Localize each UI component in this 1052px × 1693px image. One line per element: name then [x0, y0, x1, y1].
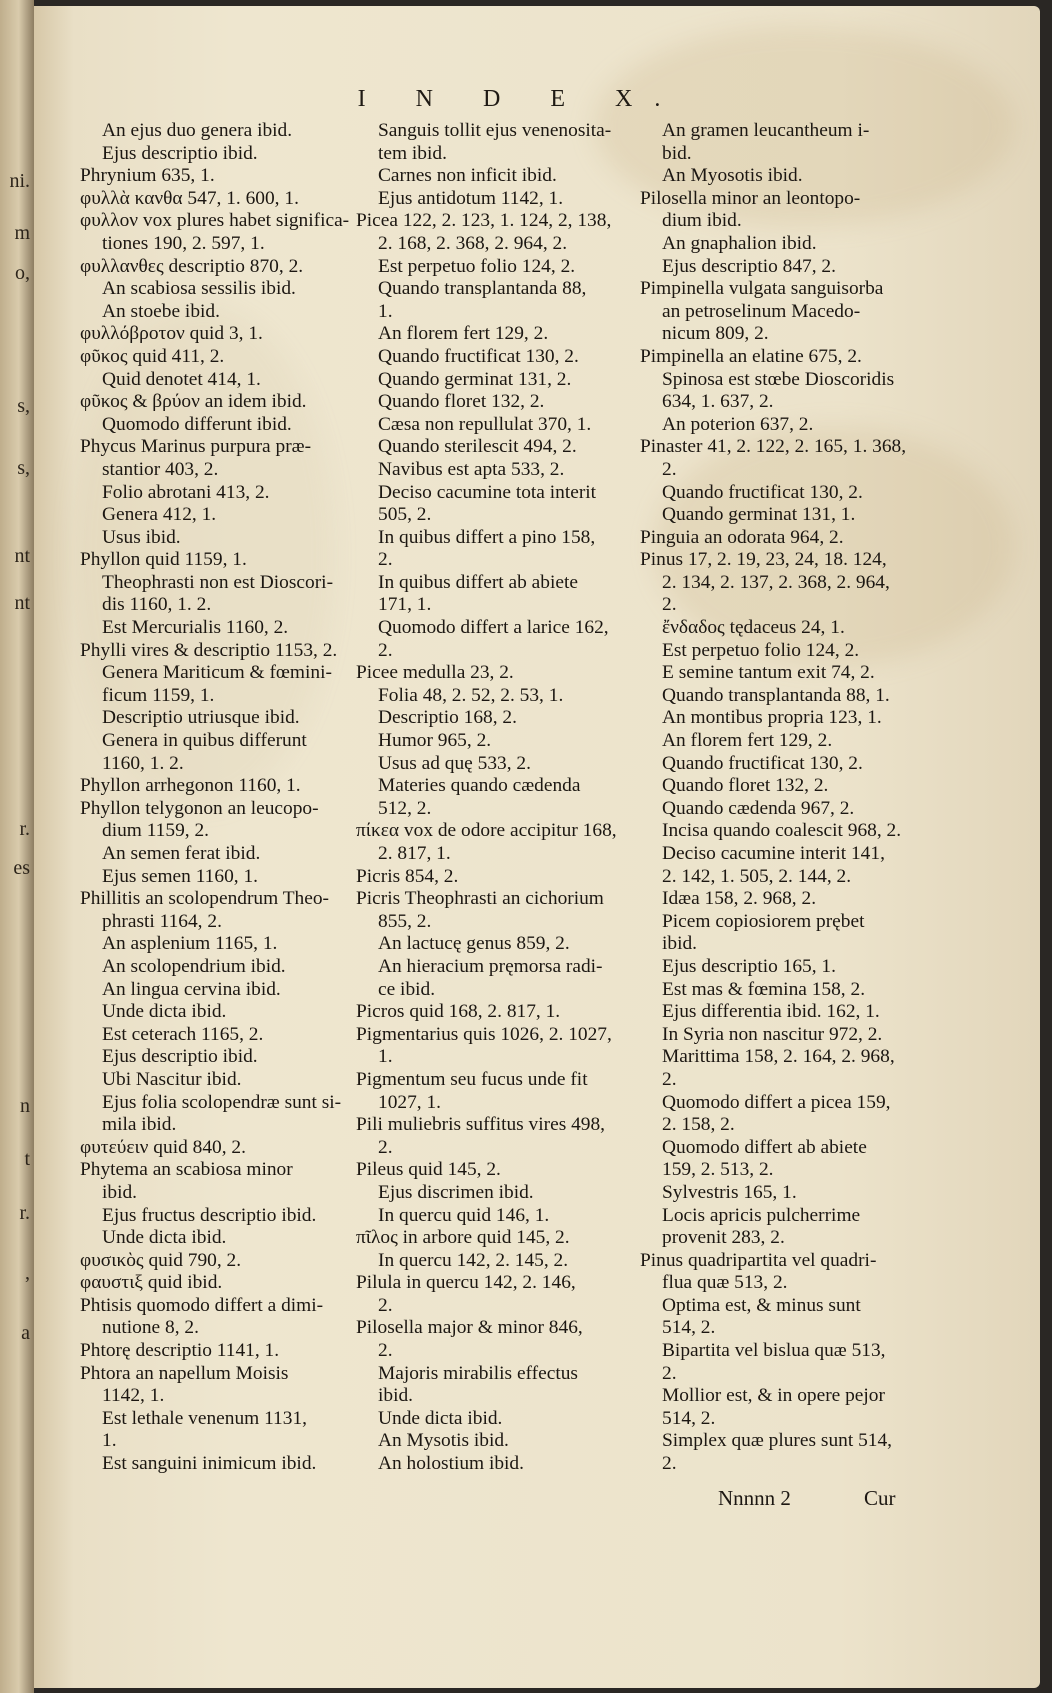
index-entry: Pileus quid 145, 2.	[356, 1159, 501, 1181]
index-entry: Pilosella minor an leontopo-	[640, 187, 861, 209]
facing-page-fragment: nt	[14, 545, 30, 567]
index-entry: φῦκος quid 411, 2.	[80, 345, 225, 367]
index-entry: An gnaphalion ibid.	[662, 232, 817, 254]
index-entry: Picros quid 168, 2. 817, 1.	[356, 1001, 561, 1023]
index-entry: phrasti 1164, 2.	[102, 910, 222, 932]
index-entry: Est sanguini inimicum ibid.	[102, 1453, 317, 1475]
index-entry: Phyllon arrhegonon 1160, 1.	[80, 775, 301, 797]
index-column-2	[356, 120, 628, 1476]
index-entry: flua quæ 513, 2.	[662, 1272, 788, 1294]
catchword: Cur	[864, 1486, 896, 1510]
index-entry: Phtisis quomodo differt a dimi-	[80, 1294, 324, 1316]
index-entry: Genera 412, 1.	[102, 504, 217, 526]
index-entry: Pimpinella an elatine 675, 2.	[640, 345, 862, 367]
index-entry: Quando germinat 131, 1.	[662, 504, 856, 526]
index-entry: φαυστιξ quid ibid.	[80, 1272, 223, 1294]
index-entry: ficum 1159, 1.	[102, 684, 215, 706]
index-entry: 2. 142, 1. 505, 2. 144, 2.	[662, 865, 852, 887]
index-entry: An ejus duo genera ibid.	[102, 120, 293, 141]
index-entry: Quando cædenda 967, 2.	[662, 797, 855, 819]
index-entry: 634, 1. 637, 2.	[662, 391, 774, 413]
index-entry: φυλλὰ κανθα 547, 1. 600, 1.	[80, 187, 299, 209]
index-entry: Quando sterilescit 494, 2.	[378, 436, 577, 458]
index-entry: 1.	[102, 1430, 117, 1452]
index-entry: An montibus propria 123, 1.	[662, 707, 882, 729]
index-entry: πίκεα vox de odore accipitur 168,	[356, 820, 617, 842]
index-entry: 505, 2.	[378, 504, 432, 526]
index-entry: ibid.	[662, 933, 698, 955]
index-entry: Simplex quæ plures sunt 514,	[662, 1430, 892, 1452]
index-entry: φυτεύειν quid 840, 2.	[80, 1136, 246, 1158]
index-entry: Ejus differentia ibid. 162, 1.	[662, 1001, 880, 1023]
index-entry: 159, 2. 513, 2.	[662, 1159, 774, 1181]
index-entry: Quando floret 132, 2.	[378, 391, 545, 413]
index-entry: Est perpetuo folio 124, 2.	[662, 639, 860, 661]
index-entry: Pigmentum seu fucus unde fit	[356, 1068, 588, 1090]
index-entry: Quando transplantanda 88,	[378, 278, 587, 300]
index-entry: Quando germinat 131, 2.	[378, 368, 572, 390]
index-entry: φυσικὸς quid 790, 2.	[80, 1249, 242, 1271]
index-entry: In quibus differt ab abiete	[378, 571, 578, 593]
index-entry: Est ceterach 1165, 2.	[102, 1023, 264, 1045]
index-entry: In quercu quid 146, 1.	[378, 1204, 550, 1226]
index-entry: dium 1159, 2.	[102, 820, 210, 842]
index-entry: Descriptio 168, 2.	[378, 707, 517, 729]
index-entry: Humor 965, 2.	[378, 730, 492, 752]
index-entry: Marittima 158, 2. 164, 2. 968,	[662, 1046, 895, 1068]
index-entry: Quomodo differunt ibid.	[102, 413, 292, 435]
index-entry: Quomodo differt ab abiete	[662, 1136, 867, 1158]
index-entry: φυλλανθες descriptio 870, 2.	[80, 255, 304, 277]
index-entry: 2.	[378, 639, 393, 661]
index-entry: Picee medulla 23, 2.	[356, 662, 514, 684]
index-entry: provenit 283, 2.	[662, 1227, 785, 1249]
index-entry: dium ibid.	[662, 210, 742, 232]
index-entry: 512, 2.	[378, 797, 432, 819]
index-entry: 2.	[378, 1340, 393, 1362]
index-column-1	[80, 120, 352, 1476]
index-entry: Est lethale venenum 1131,	[102, 1407, 307, 1429]
index-entry: tem ibid.	[378, 142, 447, 164]
facing-page-fragment: nt	[14, 592, 30, 614]
index-column-3	[640, 120, 930, 1476]
index-entry: Phylli vires & descriptio 1153, 2.	[80, 639, 338, 661]
facing-page-fragment: a	[21, 1322, 30, 1344]
index-entry: Est Mercurialis 1160, 2.	[102, 617, 289, 639]
index-entry: φυλλον vox plures habet significa-	[80, 210, 350, 232]
index-entry: stantior 403, 2.	[102, 458, 219, 480]
index-entry: Ejus descriptio ibid.	[102, 142, 258, 164]
facing-page-edge	[0, 0, 34, 1693]
index-entry: Deciso cacumine tota interit	[378, 481, 597, 503]
index-entry: An Mysotis ibid.	[378, 1430, 509, 1452]
index-entry: Est mas & fœmina 158, 2.	[662, 978, 866, 1000]
index-entry: Deciso cacumine interit 141,	[662, 843, 885, 864]
index-entry: An holostium ibid.	[378, 1453, 524, 1475]
index-entry: Quando transplantanda 88, 1.	[662, 684, 890, 706]
index-entry: πῖλος in arbore quid 145, 2.	[356, 1227, 570, 1249]
index-entry: ibid.	[378, 1385, 414, 1407]
index-entry: 2.	[378, 1294, 393, 1316]
index-entry: 1160, 1. 2.	[102, 752, 184, 774]
index-entry: Mollior est, & in opere pejor	[662, 1385, 885, 1407]
index-entry: Unde dicta ibid.	[378, 1407, 503, 1429]
index-entry: Usus ad quę 533, 2.	[378, 752, 531, 774]
index-entry: Locis apricis pulcherrime	[662, 1204, 861, 1226]
index-entry: An poterion 637, 2.	[662, 413, 814, 435]
index-entry: An Myosotis ibid.	[662, 165, 803, 187]
index-entry: Pinus 17, 2. 19, 23, 24, 18. 124,	[640, 549, 887, 571]
facing-page-fragment: es	[13, 857, 30, 879]
index-entry: Picris Theophrasti an cichorium	[356, 888, 604, 910]
index-entry: Navibus est apta 533, 2.	[378, 458, 565, 480]
index-entry: Quid denotet 414, 1.	[102, 368, 261, 390]
index-entry: An hieracium pręmorsa radi-	[378, 955, 603, 977]
index-entry: 2.	[378, 1136, 393, 1158]
index-entry: Majoris mirabilis effectus	[378, 1362, 578, 1384]
index-entry: Pinus quadripartita vel quadri-	[640, 1249, 877, 1271]
facing-page-fragment: s,	[17, 395, 30, 417]
facing-page-fragment: n	[20, 1095, 30, 1117]
index-entry: nutione 8, 2.	[102, 1317, 199, 1339]
index-entry: Unde dicta ibid.	[102, 1227, 227, 1249]
index-entry: Optima est, & minus sunt	[662, 1294, 861, 1316]
index-entry: 2. 134, 2. 137, 2. 368, 2. 964,	[662, 571, 890, 593]
index-entry: Pilosella major & minor 846,	[356, 1317, 583, 1339]
index-entry: 2. 168, 2. 368, 2. 964, 2.	[378, 232, 568, 254]
index-entry: Phycus Marinus purpura præ-	[80, 436, 312, 458]
index-entry: An scabiosa sessilis ibid.	[102, 278, 296, 300]
index-entry: In quercu 142, 2. 145, 2.	[378, 1249, 569, 1271]
index-entry: Idæa 158, 2. 968, 2.	[662, 888, 817, 910]
index-entry: Ejus fructus descriptio ibid.	[102, 1204, 317, 1226]
facing-page-fragment: s,	[17, 457, 30, 479]
index-entry: An gramen leucantheum i-	[662, 120, 870, 141]
facing-page-fragment: t	[24, 1148, 30, 1170]
index-entry: Pilula in quercu 142, 2. 146,	[356, 1272, 576, 1294]
index-entry: Quando floret 132, 2.	[662, 775, 829, 797]
index-entry: dis 1160, 1. 2.	[102, 594, 212, 616]
index-entry: Cæsa non repullulat 370, 1.	[378, 413, 592, 435]
index-entry: Ejus antidotum 1142, 1.	[378, 187, 564, 209]
index-entry: Sanguis tollit ejus venenosita-	[378, 120, 612, 141]
facing-page-fragment: r.	[19, 1202, 30, 1224]
index-entry: 2. 158, 2.	[662, 1114, 735, 1136]
index-entry: An lactucę genus 859, 2.	[378, 933, 570, 955]
index-entry: Phytema an scabiosa minor	[80, 1159, 293, 1181]
facing-page-fragment: r.	[19, 818, 30, 840]
index-entry: 2.	[662, 594, 677, 616]
index-entry: Picem copiosiorem prębet	[662, 910, 865, 932]
index-entry: An scolopendrium ibid.	[102, 955, 286, 977]
index-entry: 1027, 1.	[378, 1091, 442, 1113]
index-entry: 2. 817, 1.	[378, 843, 451, 864]
index-entry: Descriptio utriusque ibid.	[102, 707, 300, 729]
index-entry: Phyllon quid 1159, 1.	[80, 549, 247, 571]
index-entry: Phtorę descriptio 1141, 1.	[80, 1340, 280, 1362]
index-entry: Usus ibid.	[102, 526, 181, 548]
index-entry: mila ibid.	[102, 1114, 177, 1136]
index-entry: 514, 2.	[662, 1407, 716, 1429]
index-entry: ce ibid.	[378, 978, 436, 1000]
index-entry: nicum 809, 2.	[662, 323, 769, 345]
index-entry: Spinosa est stœbe Dioscoridis	[662, 368, 895, 390]
index-entry: In quibus differt a pino 158,	[378, 526, 596, 548]
index-entry: Pinaster 41, 2. 122, 2. 165, 1. 368,	[640, 436, 907, 458]
index-entry: Ubi Nascitur ibid.	[102, 1068, 242, 1090]
index-entry: 171, 1.	[378, 594, 432, 616]
index-entry: Est perpetuo folio 124, 2.	[378, 255, 576, 277]
index-entry: Phrynium 635, 1.	[80, 165, 215, 187]
index-entry: Pimpinella vulgata sanguisorba	[640, 278, 884, 300]
index-entry: φυλλόβροτον quid 3, 1.	[80, 323, 263, 345]
index-entry: bid.	[662, 142, 692, 164]
index-entry: Pili muliebris suffitus vires 498,	[356, 1114, 606, 1136]
index-entry: Genera Mariticum & fœmini-	[102, 662, 332, 684]
index-entry: An stoebe ibid.	[102, 300, 220, 322]
page-header: I N D E X.	[357, 86, 683, 112]
signature-mark: Nnnnn 2	[718, 1486, 791, 1510]
index-entry: Unde dicta ibid.	[102, 1001, 227, 1023]
index-entry: Genera in quibus differunt	[102, 730, 307, 752]
index-entry: 855, 2.	[378, 910, 432, 932]
index-entry: 1.	[378, 300, 393, 322]
index-entry: Pigmentarius quis 1026, 2. 1027,	[356, 1023, 612, 1045]
index-entry: Ejus descriptio 847, 2.	[662, 255, 836, 277]
index-entry: Incisa quando coalescit 968, 2.	[662, 820, 902, 842]
facing-page-fragment: m	[14, 222, 30, 244]
index-entry: ἔνδαδος tędaceus 24, 1.	[662, 617, 845, 639]
index-entry: Theophrasti non est Dioscori-	[102, 571, 334, 593]
index-entry: 514, 2.	[662, 1317, 716, 1339]
index-entry: Quando fructificat 130, 2.	[662, 752, 863, 774]
index-entry: Bipartita vel bislua quæ 513,	[662, 1340, 886, 1362]
index-entry: Quomodo differt a larice 162,	[378, 617, 609, 639]
index-entry: Quando fructificat 130, 2.	[378, 345, 579, 367]
index-entry: Ejus discrimen ibid.	[378, 1181, 534, 1203]
facing-page-fragment: o,	[15, 262, 30, 284]
index-entry: 1.	[378, 1046, 393, 1068]
index-entry: Folio abrotani 413, 2.	[102, 481, 270, 503]
index-entry: 1142, 1.	[102, 1385, 165, 1407]
index-entry: Quomodo differt a picea 159,	[662, 1091, 891, 1113]
index-entry: Folia 48, 2. 52, 2. 53, 1.	[378, 684, 564, 706]
index-entry: 2.	[662, 1453, 677, 1475]
index-entry: Ejus folia scolopendræ sunt si-	[102, 1091, 342, 1113]
index-entry: An florem fert 129, 2.	[662, 730, 833, 752]
index-entry: tiones 190, 2. 597, 1.	[102, 232, 265, 254]
index-entry: Quando fructificat 130, 2.	[662, 481, 863, 503]
index-entry: An asplenium 1165, 1.	[102, 933, 278, 955]
index-entry: an petroselinum Macedo-	[662, 300, 861, 322]
index-entry: 2.	[378, 549, 393, 571]
index-entry: Ejus semen 1160, 1.	[102, 865, 259, 887]
index-entry: ibid.	[102, 1181, 138, 1203]
index-entry: Ejus descriptio 165, 1.	[662, 955, 836, 977]
index-entry: Phillitis an scolopendrum Theo-	[80, 888, 330, 910]
index-entry: Picea 122, 2. 123, 1. 124, 2, 138,	[356, 210, 612, 232]
index-entry: Pinguia an odorata 964, 2.	[640, 526, 844, 548]
index-entry: φῦκος & βρύον an idem ibid.	[80, 391, 307, 413]
index-entry: Sylvestris 165, 1.	[662, 1181, 797, 1203]
index-entry: Materies quando cædenda	[378, 775, 581, 797]
index-entry: An lingua cervina ibid.	[102, 978, 281, 1000]
facing-page-fragment: ni.	[9, 170, 30, 192]
index-entry: In Syria non nascitur 972, 2.	[662, 1023, 883, 1045]
index-entry: Picris 854, 2.	[356, 865, 459, 887]
index-entry: Phyllon telygonon an leucopo-	[80, 797, 319, 819]
facing-page-fragment: ,	[25, 1262, 30, 1284]
index-entry: An semen ferat ibid.	[102, 843, 261, 864]
index-entry: 2.	[662, 1362, 677, 1384]
index-entry: 2.	[662, 1068, 677, 1090]
index-entry: An florem fert 129, 2.	[378, 323, 549, 345]
index-entry: 2.	[662, 458, 677, 480]
index-entry: Phtora an napellum Moisis	[80, 1362, 289, 1384]
index-entry: Carnes non inficit ibid.	[378, 165, 557, 187]
index-entry: Ejus descriptio ibid.	[102, 1046, 258, 1068]
index-entry: E semine tantum exit 74, 2.	[662, 662, 875, 684]
